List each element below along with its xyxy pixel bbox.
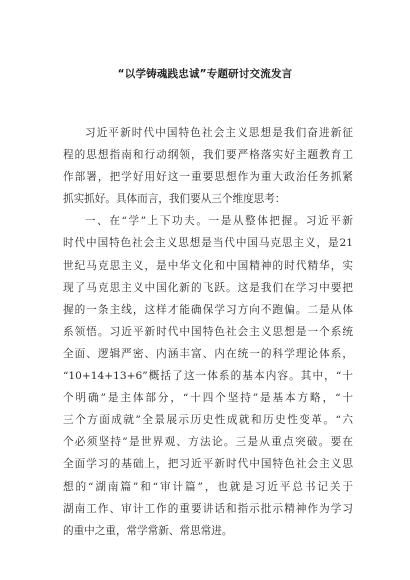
paragraph-line: 现了马克思主义中国化新的飞跃。这是我们在学习中要把 [63,281,353,294]
paragraph-line: 湖南工作、审计工作的重要讲话和指示批示精神作为学习 [63,502,353,515]
paragraph-line: 个明确”是主体部分，“十四个坚持”是基本方略，“十 [63,392,353,405]
paragraph-line: 世纪马克思主义，是中华文化和中国精神的时代精华，实 [63,259,353,272]
paragraph-line: 时代中国特色社会主义思想是当代中国马克思主义，是21 [63,237,353,250]
paragraph-line: 的重中之重，常学常新、常思常进。 [63,524,233,537]
paragraph-line: 想的“湖南篇”和“审计篇”，也就是习近平总书记关于 [63,480,353,493]
paragraph-line: 抓实抓好。具体而言，我们要从三个维度思考： [63,193,286,206]
paragraph-line: 三个方面成就”全景展示历史性成就和历史性变革。“六 [63,414,353,427]
paragraph-line: “10+14+13+6”概括了这一体系的基本内容。其中，“十 [63,370,353,383]
document-body [63,122,353,542]
paragraph-line: 作部署，把学好用好这一重要思想作为重大政治任务抓紧 [63,171,353,184]
paragraph-line: 个必须坚持”是世界观、方法论。三是从重点突破。要在 [63,436,353,449]
paragraph-line: 习近平新时代中国特色社会主义思想是我们奋进新征 [85,127,353,139]
paragraph-line: 一、在“学”上下功夫。一是从整体把握。习近平新 [85,215,353,228]
paragraph-line: 系领悟。习近平新时代中国特色社会主义思想是一个系统 [63,325,353,338]
document-title: “以学铸魂践忠诚”专题研讨交流发言 [117,68,293,80]
paragraph-line: 全面学习的基础上，把习近平新时代中国特色社会主义思 [63,458,353,471]
paragraph-line: 程的思想指南和行动纲领，我们要严格落实好主题教育工 [63,149,353,162]
paragraph-line: 握的一条主线，这样才能确保学习方向不跑偏。二是从体 [63,303,353,316]
paragraph-line: 全面、逻辑严密、内涵丰富、内在统一的科学理论体系， [63,347,353,360]
